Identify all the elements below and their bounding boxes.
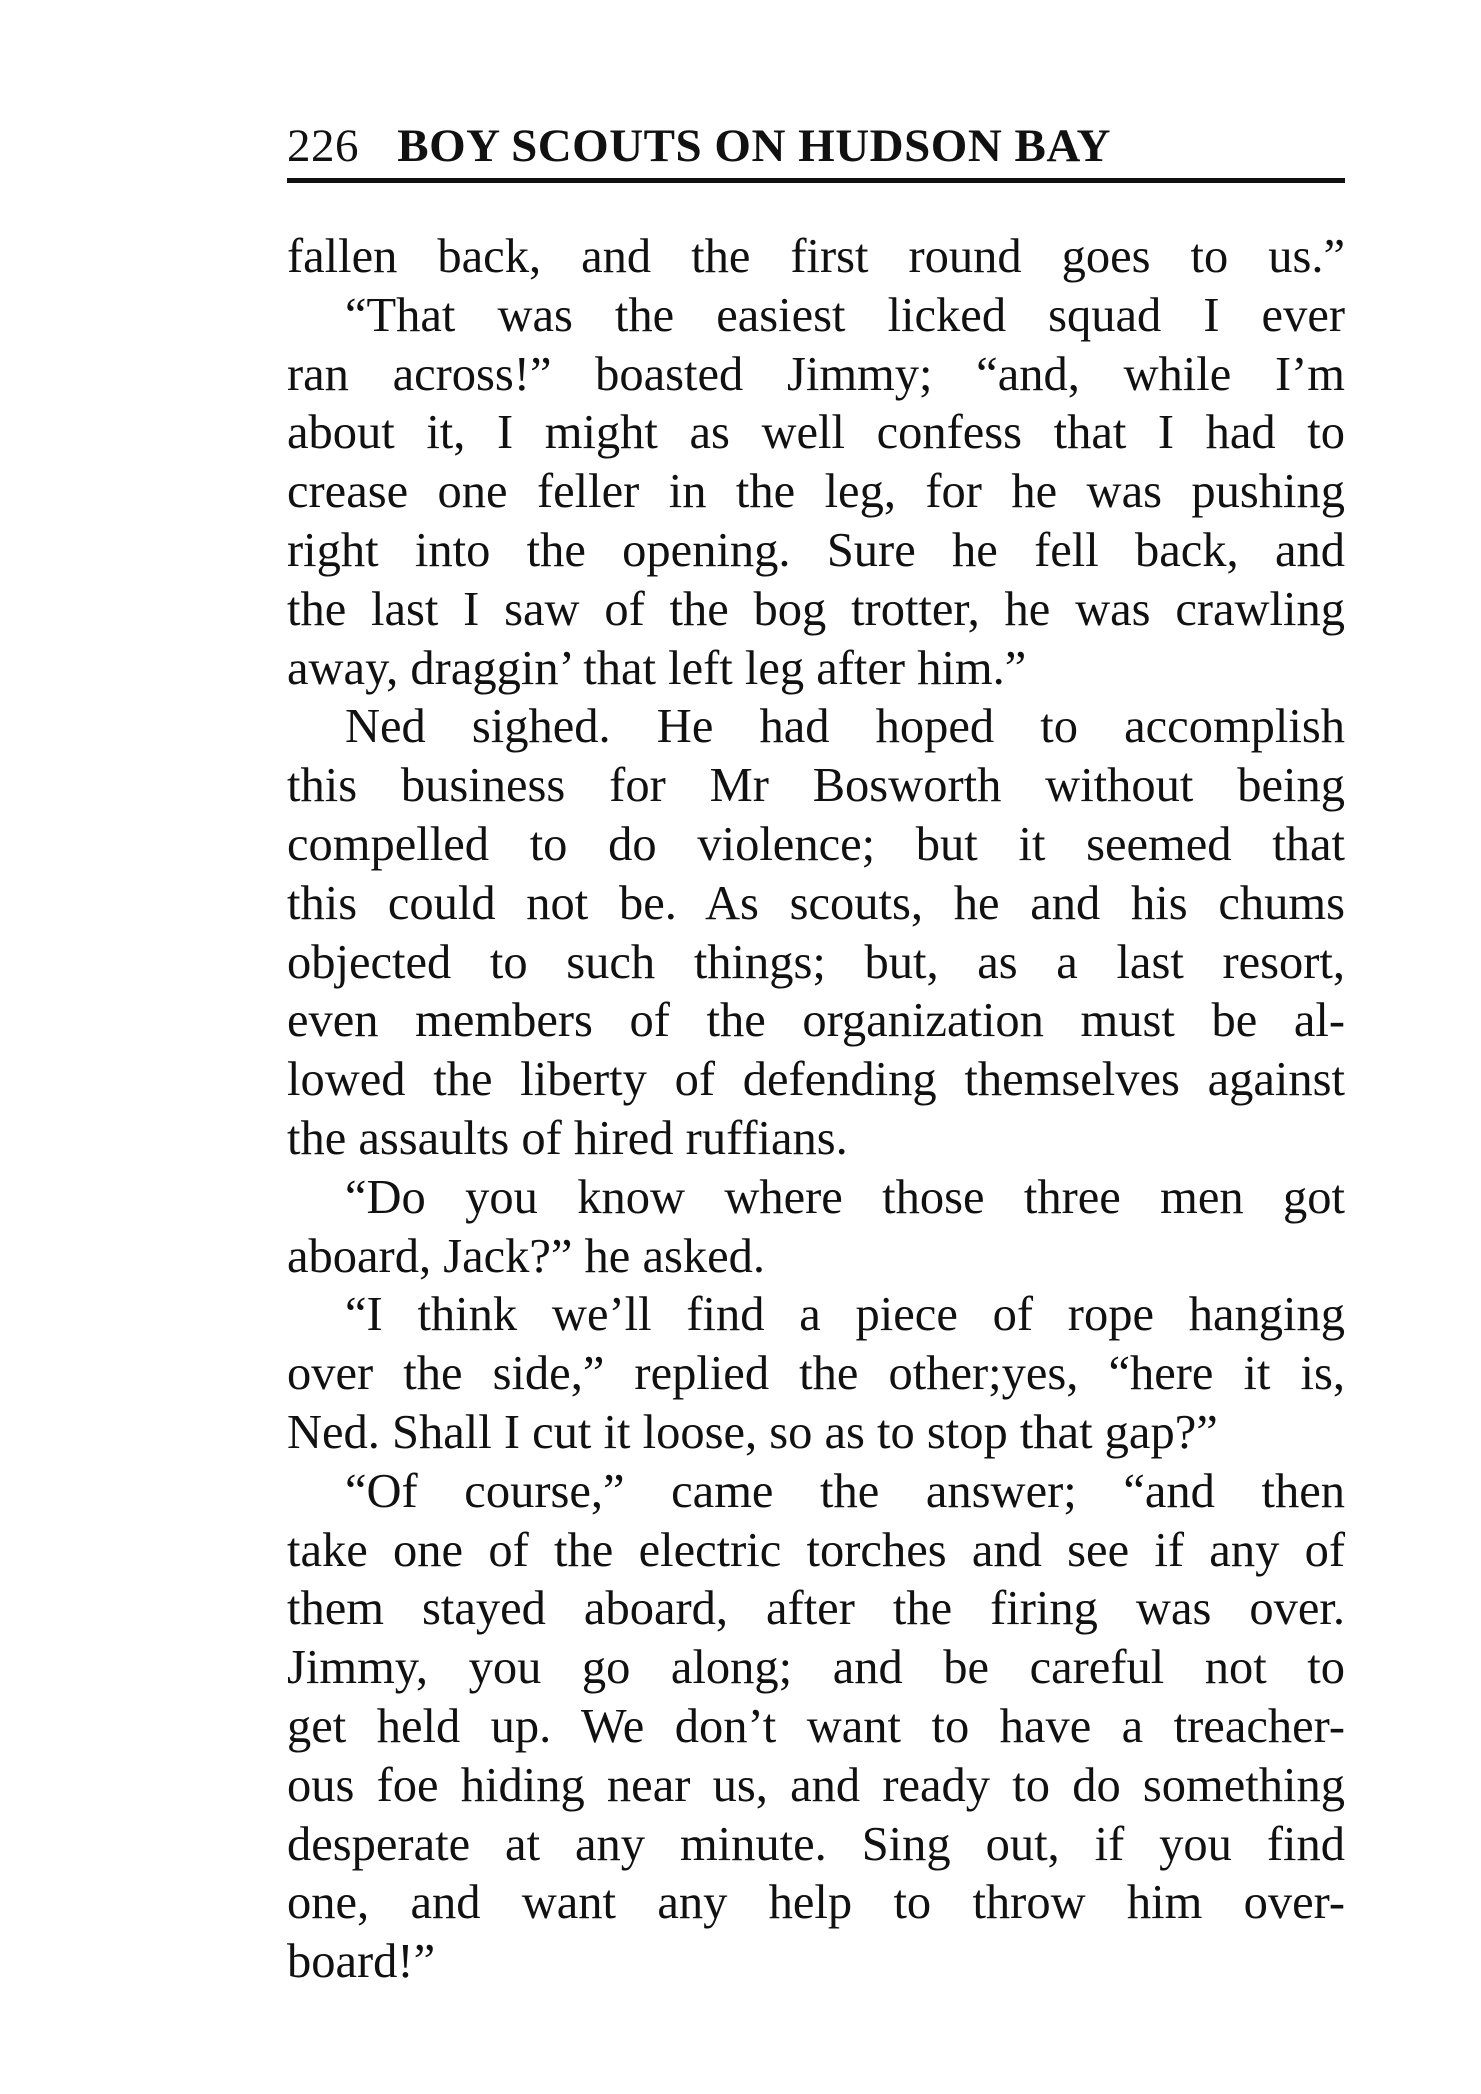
text-line: ous foe hiding near us, and ready to do something [287,1758,1345,1812]
text-line: “Of course,” came the answer; “and then [345,1464,1345,1518]
text-line: Jimmy, you go along; and be careful not to [287,1641,1345,1695]
text-line: desperate at any minute. Sing out, if you find [287,1817,1345,1871]
text-line: this business for Mr Bosworth without being [287,759,1345,813]
text-line: take one of the electric torches and see if any of [287,1523,1345,1577]
body-text [287,228,1345,1992]
text-line: crease one feller in the leg, for he was pushing [287,465,1345,519]
text-line: Ned. Shall I cut it loose, so as to stop that gap?” [287,1405,1218,1459]
text-line: away, draggin’ that left leg after him.” [287,641,1027,695]
text-line: compelled to do violence; but it seemed that [287,817,1345,871]
text-line: objected to such things; but, as a last resort, [287,935,1345,989]
text-line: “That was the easiest licked squad I ever [345,288,1345,342]
text-line: Ned sighed. He had hoped to accomplish [345,700,1345,754]
page-number: 226 [287,120,359,172]
text-line: fallen back, and the first round goes to us.” [287,230,1345,283]
text-line: the assaults of hired ruffians. [287,1111,848,1165]
text-line: this could not be. As scouts, he and his chums [287,876,1345,930]
text-line: the last I saw of the bog trotter, he was crawling [287,582,1345,636]
text-line: lowed the liberty of defending themselves against [287,1053,1345,1107]
text-line: ran across!” boasted Jimmy; “and, while I’m [287,347,1345,401]
text-line: one, and want any help to throw him over- [287,1876,1345,1930]
book-title: BOY SCOUTS ON HUDSON BAY [397,120,1111,172]
text-line: right into the opening. Sure he fell back, and [287,523,1345,577]
text-line: about it, I might as well confess that I had to [287,406,1345,460]
text-line: get held up. We don’t want to have a treacher- [287,1699,1345,1753]
running-head [287,118,1345,183]
text-line: “I think we’ll find a piece of rope hanging [345,1288,1345,1342]
text-line: “Do you know where those three men got [345,1170,1345,1224]
text-line: over the side,” replied the other;yes, “here it is, [287,1347,1345,1401]
text-line: them stayed aboard, after the firing was over. [287,1582,1345,1636]
text-line: even members of the organization must be al- [287,994,1345,1048]
text-line: aboard, Jack?” he asked. [287,1229,766,1283]
text-line: board!” [287,1935,436,1989]
